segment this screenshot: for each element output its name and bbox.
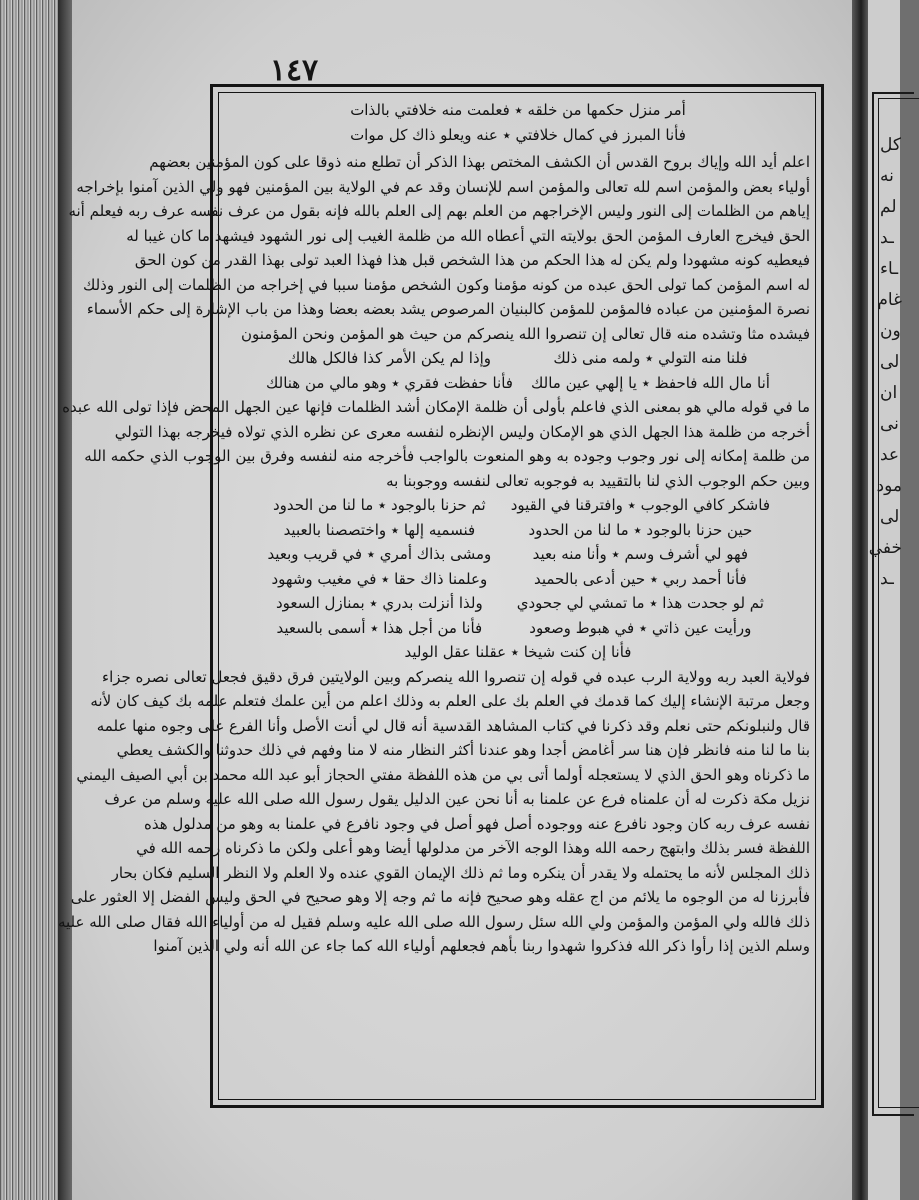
text-line: اعلم أيد الله وإياك بروح القدس أن الكشف المختص بهذا الذكر أن تطلع منه ذوقا على كون المؤمنين بعضهم: [149, 153, 810, 171]
text-fragment: عد: [880, 445, 900, 465]
text-fragment: لى: [880, 507, 900, 527]
text-fragment: ـاء: [880, 259, 899, 279]
text-line: فولاية العبد ربه وولاية الرب عبده في قوله إن تنصروا الله ينصركم وبين الولايتين فرق دقيق فجعل تعالى نصره جزاء: [102, 667, 810, 686]
text-fragment: لى: [880, 352, 900, 372]
poem-verse: فأنا إن كنت شيخا ٭ عقلنا عقل الوليد: [404, 643, 632, 661]
text-line: ذلك فالله ولي المؤمن والمؤمن ولي الله سئل رسول الله صلى الله عليه وسلم فقيل له من أولياء الله فقال صلى الله عليه: [57, 912, 810, 931]
poem-verse: فلنا منه التولي ٭ ولمه منى ذلك: [553, 349, 748, 367]
book-page-edges: [0, 0, 62, 1200]
text-fragment: كل: [880, 135, 901, 155]
text-line: اللفظة فسر بذلك وابتهج رحمه الله وهذا الوجه الآخر من مدلولها أيضا وهو أعلى ولكن ما ذكرناه رحمه الله في: [136, 839, 810, 857]
text-line: له اسم المؤمن كما تولى الحق عبده من كونه مؤمنا وكون الشخص مؤمنا سببا في إخراجه من الظلمات إلى النور وذلك: [82, 275, 810, 294]
poem-1: [226, 346, 810, 395]
text-fragment: لم: [880, 197, 897, 217]
paragraph-2: [62, 395, 810, 493]
paragraph-3: [57, 665, 810, 959]
poem-verse: ثم لو جحدت هذا ٭ ما تمشي لي جحودي: [516, 594, 764, 612]
next-page-edge: [868, 0, 900, 1200]
text-line: أخرجه من ظلمة هذا الجهل الذي هو الإمكان وليس الإنظره لنفسه معرى عن نظره الذي تولاه فيخرجه بهذا التولي: [114, 422, 810, 441]
text-line: فيعطيه كونه مشهودا ولم يكن له هذا الحكم من هذا الشخص قبل هذا فهذا العبد تولى بهذا القدر من كون الحق: [134, 251, 810, 269]
text-line: من ظلمة إمكانه إلى نور وجوب وجوده به وهو المنعوت بالواجب فأخرجه منه لنفسه وفرق بين الوجوب الذي حكمه الله: [84, 447, 810, 465]
text-line: إياهم من الظلمات إلى النور وليس الإخراجهم من العلم بهم إلى العلم بالله فإنه بقول من عرف نفسه عرف ربه فيعلم أنه: [68, 202, 810, 220]
text-fragment: نه: [880, 166, 894, 186]
text-line: نفسه عرف ربه كان وجود نافرع عنه ووجوده أصل فهو أصل في وجود نافرع في علمنا به وهو من مدلول هذه: [144, 814, 810, 833]
text-fragment: ـد: [880, 228, 894, 248]
poem-verse: ولذا أنزلت بدري ٭ بمنازل السعود: [276, 594, 483, 612]
text-line: فيشده مثا وتشده منه قال تعالى إن تنصروا الله ينصركم من حيث هو المؤمن ونحن المؤمنون: [241, 324, 810, 343]
opening-verses: [226, 98, 810, 148]
poem-verse: حين حزنا بالوجود ٭ ما لنا من الحدود: [528, 520, 753, 539]
text-line: وبين حكم الوجوب الذي لنا بالتقييد به فوجوبه تعالى لنفسه ووجوبنا به: [386, 471, 810, 490]
poem-verse: فأنا أحمد ربي ٭ حين أدعى بالحميد: [533, 569, 747, 588]
text-line: وسلم الذين إذا رأوا ذكر الله فذكروا شهدوا ربنا بأهم فجعلهم أولياء الله كما جاء عن الله أنه ولي الذين آمنوا: [153, 937, 810, 955]
poem-verse: ثم حزنا بالوجود ٭ ما لنا من الحدود: [273, 496, 486, 514]
text-fragment: ـد: [880, 569, 894, 589]
text-line: نصرة المؤمنين من عباده فالمؤمن للمؤمن كالبنيان المرصوص يشد بعضه بعضا وهذا من باب الإشارة إلى حكم الأسماء: [86, 300, 810, 318]
text-line: الحق فيخرج العارف المؤمن الحق بولايته التي أعطاه الله من ظلمة الغيب إلى نور الشهود فيشهد ما كان غيبا له: [126, 226, 810, 245]
poem-verse: وإذا لم يكن الأمر كذا فالكل هالك: [287, 349, 492, 367]
text-fragment: نى: [880, 414, 899, 434]
opening-verse-line: أمر منزل حكمها من خلقه ٭ فعلمت منه خلافتي بالذات: [350, 101, 686, 119]
poem-verse: فنسميه إلها ٭ واختصصنا بالعبيد: [283, 520, 476, 539]
poem-2: [226, 493, 810, 665]
text-fragment: خفي: [868, 538, 902, 558]
text-line: قال ولنبلونكم حتى نعلم وقد ذكرنا في كتاب المشاهد القدسية أنه قال لي أنت الأصل وأنا الفرع على وجوه منها علمه: [96, 716, 810, 735]
paragraph-1: [68, 150, 810, 346]
text-fragment: ون: [880, 321, 901, 341]
text-line: أولياء بعض والمؤمن اسم لله تعالى والمؤمن اسم للإنسان وقد عم في الولاية بين المؤمنين فهو ولي الذين آمنوا بإخراجه: [76, 177, 810, 196]
text-fragment: غام: [877, 290, 902, 310]
poem-verse: ورأيت عين ذاتي ٭ في هبوط وصعود: [529, 618, 752, 637]
poem-verse: وعلمنا ذاك حقا ٭ في مغيب وشهود: [271, 569, 488, 588]
text-line: وجعل مرتبة الإنشاء إليك كما قدمك في العلم بك على العلم به وذلك اعلم من أين علمك فتعلم علمه بك كيف كان لأنه: [90, 692, 810, 710]
text-line: فأبرزنا له من الوجوه ما يلائم من اج عقله وهو صحيح فإنه ما ثم وجه إلا وهو صحيح في الحق وليس الفضل إلا العثور على: [70, 888, 810, 906]
page-text-block: [57, 94, 810, 1098]
poem-verse: ومشى بذاك أمري ٭ في قريب وبعيد: [267, 545, 492, 563]
next-page-text-fragments: [868, 130, 902, 595]
text-line: ذلك المجلس لأنه ما يحتمله ولا يقدر أن ينكره وما ثم ذلك الإيمان القوي عنده ولا العلم ولا النظر السليم فكان بحار: [111, 863, 810, 882]
page-number: ١٤٧: [269, 53, 319, 88]
poem-verse: فاشكر كافي الوجوب ٭ وافترقنا في القيود: [510, 496, 770, 514]
text-line: ما ذكرناه وهو الحق الذي لا يستعجله أولما أتى بي من هذه اللفظة مفتي الحجاز أبو عبد الله محمد بن أبي الصيف اليمني: [76, 765, 810, 784]
text-fragment: ان: [880, 383, 898, 403]
opening-verse-line: فأنا المبرز في كمال خلافتي ٭ عنه ويعلو ذاك كل موات: [350, 126, 686, 144]
text-line: ما في قوله مالي هو بمعنى الذي فاعلم بأولى أن ظلمة الإمكان أشد الظلمات فإنها عين الجهل المحض فإذا تولى الله عبده: [62, 398, 810, 416]
text-line: نزيل مكة ذكرت له أن علمناه فرع عن علمنا به أنا نحن عين الدليل يقول رسول الله صلى الله عليه وسلم من عرف: [104, 790, 810, 808]
poem-verse: فأنا من أجل هذا ٭ أسمى بالسعيد: [276, 618, 483, 637]
text-fragment: مود: [876, 476, 902, 496]
text-line: بنا ما لنا منه فانظر فإن هنا سر أغامض أجدا وهو عندنا أكثر النظار منه لا منا وفهم في ذلك حدوثنا والكشف يعطي: [116, 741, 810, 759]
poem-verse: أنا مال الله فاحفظ ٭ يا إلهي عين مالك: [531, 373, 770, 392]
poem-verse: فأنا حفظت فقري ٭ وهو مالي من هنالك: [266, 373, 513, 392]
poem-verse: فهو لي أشرف وسم ٭ وأنا منه بعيد: [532, 545, 749, 563]
